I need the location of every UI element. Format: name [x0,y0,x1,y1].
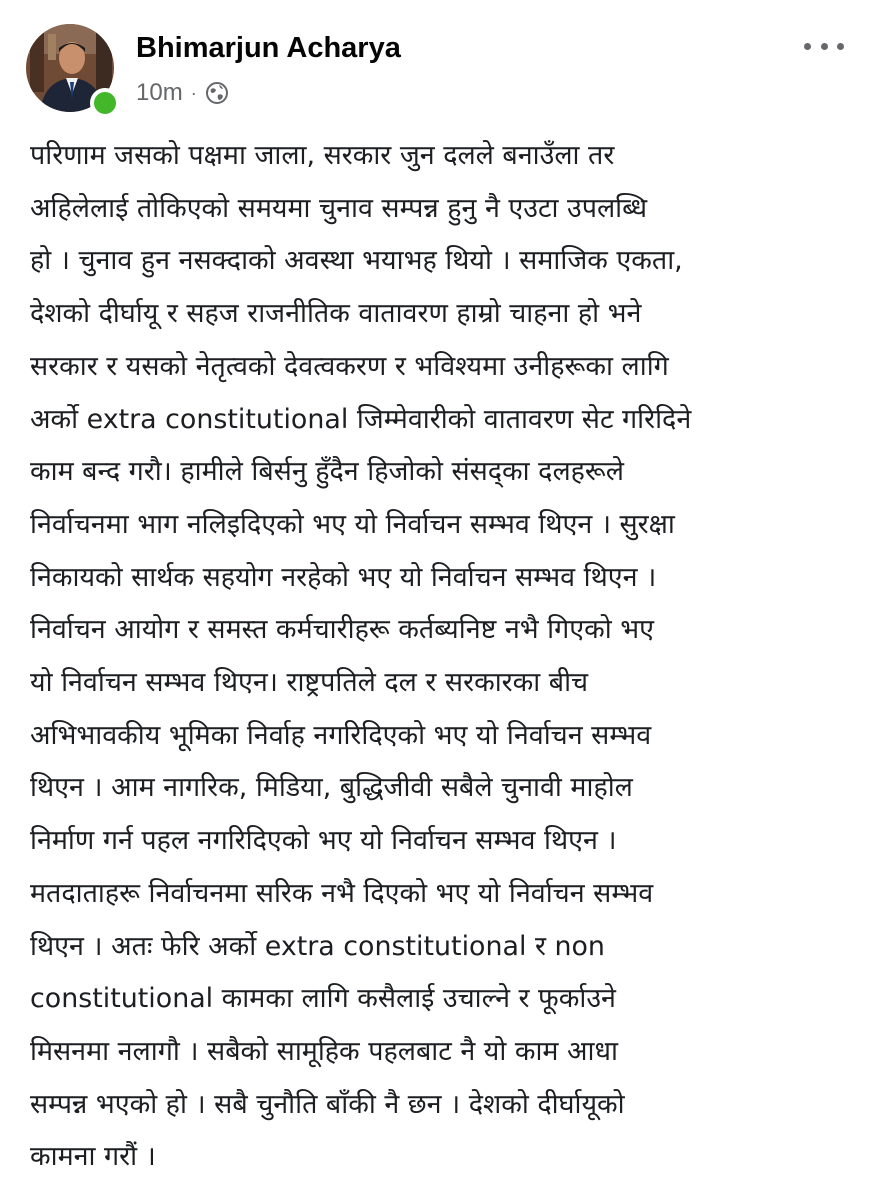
post-body-line: देशको दीर्घायू र सहज राजनीतिक वातावरण हाम्रो चाहना हो भने [30,298,642,330]
post-body-line: परिणाम जसको पक्षमा जाला, सरकार जुन दलले बनाउँला तर [30,140,615,171]
post-body [30,130,860,1184]
post-body-line: हो । चुनाव हुन नसक्दाको अवस्था भयाभह थियो । समाजिक एकता, [30,245,683,277]
post-body-line: अभिभावकीय भूमिका निर्वाह नगरिदिएको भए यो निर्वाचन सम्भव [30,719,652,751]
more-dots-icon [804,43,811,50]
more-options-button[interactable] [804,38,844,54]
post-body-line: निकायको सार्थक सहयोग नरहेको भए यो निर्वाचन सम्भव थिएन । [30,561,657,593]
post-body-line: थिएन । आम नागरिक, मिडिया, बुद्धिजीवी सबैले चुनावी माहोल [30,772,633,804]
post-meta [136,78,229,108]
post-body-line: मिसनमा नलागौ । सबैको सामूहिक पहलबाट नै यो काम आधा [30,1035,618,1067]
post-body-line: यो निर्वाचन सम्भव थिएन। राष्ट्रपतिले दल र सरकारका बीच [30,667,589,699]
meta-separator: · [190,82,197,103]
post-body-line: काम बन्द गरौ। हामीले बिर्सनु हुँदैन हिजोको संसद्का दलहरूले [30,456,624,488]
post-body-line: कामना गरौं । [30,1141,156,1173]
post-body-line: अहिलेलाई तोकिएको समयमा चुनाव सम्पन्न हुनु नै एउटा उपलब्धि [30,192,648,224]
globe-icon[interactable] [205,81,229,105]
post-body-line: मतदाताहरू निर्वाचनमा सरिक नभै दिएको भए यो निर्वाचन सम्भव [30,877,654,909]
post-body-line: थिएन । अतः फेरि अर्को extra constitutional र non [30,930,605,962]
post-header [26,24,850,116]
post-body-line: constitutional कामका लागि कसैलाई उचाल्ने र फूर्काउने [30,983,616,1015]
online-status-indicator [90,88,120,118]
post-body-line: अर्को extra constitutional जिम्मेवारीको वातावरण सेट गरिदिने [30,403,692,435]
author-name[interactable]: Bhimarjun Acharya [136,32,401,64]
more-dots-icon [837,43,844,50]
post-timestamp[interactable]: 10m [136,79,183,106]
post-body-line: सरकार र यसको नेतृत्वको देवत्वकरण र भविश्यमा उनीहरूका लागि [30,350,669,382]
profile-avatar-link[interactable] [26,24,118,116]
post-body-line: सम्पन्न भएको हो । सबै चुनौति बाँकी नै छन । देशको दीर्घायूको [30,1088,625,1120]
post-body-line: निर्माण गर्न पहल नगरिदिएको भए यो निर्वाचन सम्भव थिएन । [30,825,617,857]
post-body-line: निर्वाचनमा भाग नलिइदिएको भए यो निर्वाचन सम्भव थिएन । सुरक्षा [30,508,675,540]
post-body-line: निर्वाचन आयोग र समस्त कर्मचारीहरू कर्तब्यनिष्ट नभै गिएको भए [30,614,654,646]
more-dots-icon [821,43,828,50]
